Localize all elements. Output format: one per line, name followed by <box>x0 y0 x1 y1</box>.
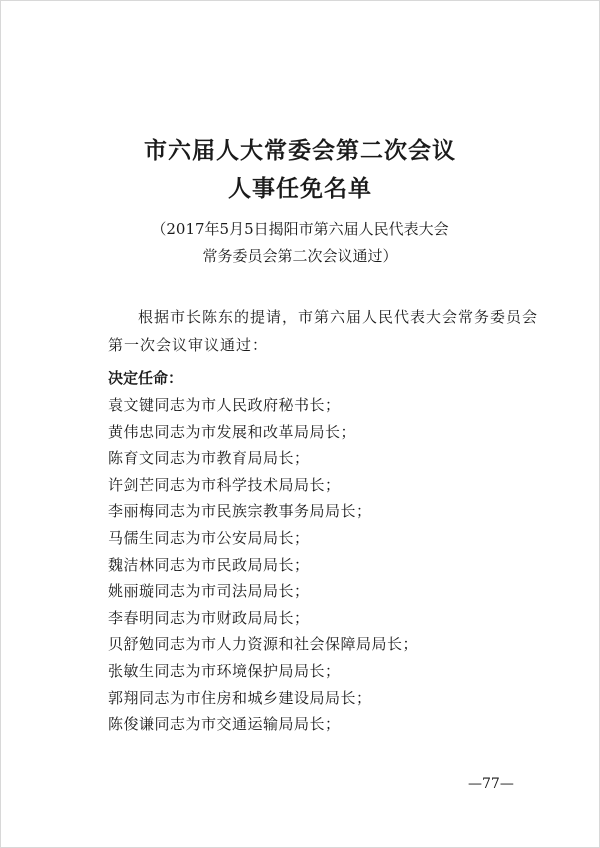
appointment-item: 贝舒勉同志为市人力资源和社会保障局局长； <box>108 635 419 654</box>
page-number: —77— <box>468 776 514 792</box>
document-title-line-2: 人事任免名单 <box>228 175 372 202</box>
document-title-line-1: 市六届人大常委会第二次会议 <box>144 137 456 164</box>
appointment-item: 郭翔同志为市住房和城乡建设局局长； <box>108 688 372 707</box>
appointment-item: 李丽梅同志为市民族宗教事务局局长； <box>108 502 372 521</box>
appointment-item: 马儒生同志为市公安局局长； <box>108 528 310 547</box>
appointment-item: 陈育文同志为市教育局局长； <box>108 449 310 468</box>
document-subtitle-line-2: 常务委员会第二次会议通过） <box>202 247 398 265</box>
appointment-item: 张敏生同志为市环境保护局局长； <box>108 661 341 680</box>
appointment-item: 许剑芒同志为市科学技术局局长； <box>108 475 341 494</box>
appointment-item: 姚丽璇同志为市司法局局长； <box>108 582 310 601</box>
document-subtitle-line-1: （2017年5月5日揭阳市第六届人民代表大会 <box>151 220 449 238</box>
appointment-list <box>108 392 418 738</box>
intro-paragraph: 根据市长陈东的提请，市第六届人民代表大会常务委员会第一次会议审议通过： <box>108 308 539 354</box>
appointment-item: 袁文键同志为市人民政府秘书长； <box>108 396 341 414</box>
appointment-item: 魏洁林同志为市民政局局长； <box>108 555 310 574</box>
appointment-item: 陈俊谦同志为市交通运输局局长； <box>108 715 341 734</box>
appointment-item: 黄伟忠同志为市发展和改革局局长； <box>108 422 357 441</box>
section-label-appointments: 决定任命： <box>108 369 184 387</box>
appointment-item: 李春明同志为市财政局局长； <box>108 608 310 627</box>
